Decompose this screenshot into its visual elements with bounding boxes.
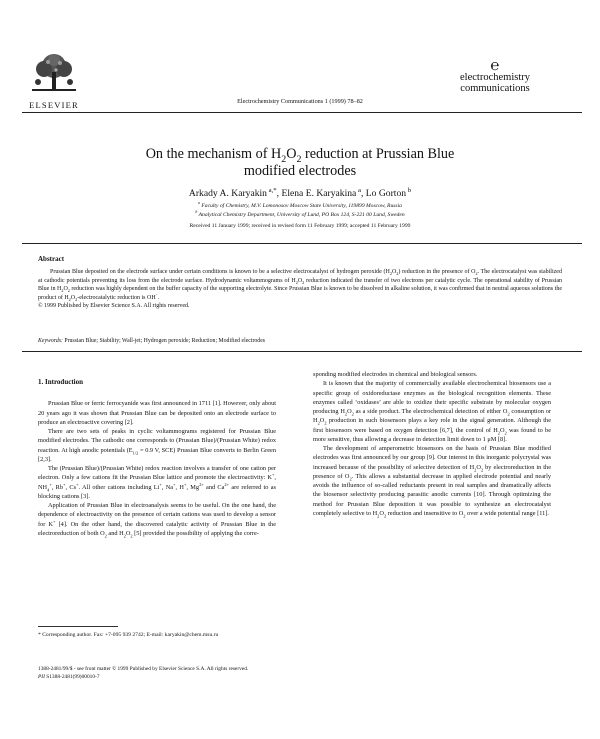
body-text: . This allows a substantial decrease in applied electrode potential and nearly avoids the influence of so-called reductants present in real samples and dramatically affects the biosensor selectivity producing parasitic anodic currents [10]. Through optimizing the method for Prussian Blue deposition it was possible to synthesize an electrocatalyst completely selective to H: [313, 472, 551, 517]
left-column: [38, 378, 276, 538]
author-name: Arkady A. Karyakin: [188, 188, 267, 199]
body-text: over a wide potential range [11].: [465, 509, 549, 517]
title-text: On the mechanism of H: [145, 146, 282, 162]
right-column: [313, 370, 551, 518]
body-text: [5] provided the possibility of applying the corre-: [132, 529, 259, 537]
abstract-text: reduction was highly dependent on the buffer capacity of the supporting electrolyte. Since Prussian Blue is known to be dissolved in alkaline solution, it was confirmed that in neutral aqueous solutions the product of H: [38, 286, 562, 301]
body-text: There are two sets of peaks in cyclic voltammograms registered for Prussian Blue modified electrodes. The cathodic one corresponds to (Prussian Blue)/(Prussian White) redox reaction. At high anodic potentials (E: [38, 428, 276, 454]
abstract-paragraph: [38, 268, 562, 302]
author-name: , Lo Gorton: [361, 188, 407, 199]
body-text: Application of Prussian Blue in electroanalysis seems to be useful. On the one hand, the dependence of electroactivity on the presence of certain cations was used to develop a sensor for K: [38, 502, 276, 528]
journal-citation: Electrochemistry Communications 1 (1999) 78–82: [237, 98, 363, 105]
affiliation-a: [60, 202, 540, 211]
body-sup: +: [63, 481, 66, 487]
footnote-rule: [38, 626, 118, 627]
abstract-sub: 2: [67, 288, 70, 294]
body-sup: +: [49, 481, 52, 487]
affil-mark: b: [195, 209, 198, 214]
body-sub: 2: [497, 429, 500, 435]
body-text: production in such biosensors plays a key role in the signal generation. Although the first biosensors were based on oxygen detection [6,7], the control of H: [313, 417, 551, 434]
body-text: The (Prussian Blue)/(Prussian White) redox reaction involves a transfer of one cation per electron. Only a few cations fit the Prussian Blue lattice and promote the electroactivity: K: [38, 465, 276, 482]
body-text: and H: [106, 529, 124, 537]
issn-block: [38, 665, 358, 682]
affiliations: [60, 202, 540, 219]
abstract-text: -electrocatalytic reduction is OH: [77, 294, 156, 301]
abstract-sub: 2: [302, 279, 305, 285]
body-sub: 4: [47, 486, 50, 492]
publisher-logo: [22, 52, 86, 110]
title-sub: 2: [281, 153, 287, 165]
body-sub: 2: [377, 513, 380, 518]
pii-label: PII: [38, 674, 45, 681]
body-text: = 0.9 V, SCE) Prussian Blue converts to Berlin Green [2,3].: [38, 446, 276, 463]
body-sub: 1/2: [132, 449, 139, 455]
abstract-text: . The electrocatalyst was stabilized at cathodic potentials preventing its loss from the electrode surface. Hydrodynamic voltammograms of H: [38, 269, 562, 284]
author-name: , Elena E. Karyakina: [276, 188, 357, 199]
abstract-sub: 2: [389, 271, 392, 277]
keywords-text: Prussian Blue; Stability; Wall-jet; Hydrogen peroxide; Reduction; Modified electrodes: [62, 338, 266, 344]
body-sub: 2: [474, 466, 477, 472]
issn-line: 1388-2481/99/$ - see front matter © 1999 Published by Elsevier Science S.A. All rights reserved.: [38, 666, 249, 672]
author-affil-mark: b: [406, 186, 412, 194]
abstract-text: O: [297, 277, 303, 284]
abstract-text: O: [391, 269, 397, 275]
body-text: O: [476, 463, 481, 471]
title-text: O: [286, 146, 297, 162]
abstract-text: reduction indicated the transfer of two electrons per catalytic cycle. The operational stability of Prussian Blue in H: [38, 277, 563, 293]
affil-text: Faculty of Chemistry, M.V. Lomonosov Moscow State University, 119899 Moscow, Russia: [199, 203, 402, 209]
title-sub: 2: [296, 153, 302, 165]
abstract-text: O: [63, 286, 68, 293]
body-text: The development of amperometric biosensors on the basis of Prussian Blue modified electrodes was first announced by our group [9]. Our interest in this inorganic polycrystal was increased because of the possibility of selective detection of H: [313, 445, 551, 471]
body-text: reduction and insensitive to O: [386, 509, 464, 517]
abstract-text: O: [70, 294, 76, 301]
abstract-text: ) reduction in the presence of O: [398, 269, 476, 275]
abstract-sub: 2: [475, 271, 478, 277]
abstract-sub: 2: [61, 288, 64, 294]
pii-value: S1388-2481(99)00010-7: [44, 674, 100, 681]
body-paragraph: [313, 379, 551, 444]
brand-line-1: electrochemistry: [460, 72, 530, 83]
author-list: [60, 188, 540, 199]
abstract-text: .: [158, 294, 160, 301]
body-paragraph: sponding modified electrodes in chemical and biological sensors.: [313, 371, 478, 378]
affil-mark: a: [198, 201, 200, 206]
abstract-body: [38, 268, 562, 311]
abstract-sub: 2: [396, 271, 399, 277]
journal-brand: [410, 58, 580, 94]
body-sup: 2+: [224, 481, 230, 487]
brand-line-2: communications: [460, 83, 530, 94]
abstract-sub: 2: [75, 296, 78, 302]
body-paragraph: [38, 464, 276, 501]
affil-text: Analytical Chemistry Department, University of Lund, PO Box 124, S-221 00 Lund, Sweden: [197, 211, 405, 218]
body-text: O: [347, 408, 352, 415]
body-text: . All other cations including Li: [78, 483, 160, 491]
body-text: , Cs: [65, 483, 77, 491]
abstract-copyright: © 1999 Published by Elsevier Science S.A. All rights reserved.: [38, 303, 190, 310]
body-text: O: [125, 529, 131, 537]
body-text: by electroreduction in the presence of O: [313, 463, 551, 480]
body-sub: 2: [383, 513, 387, 518]
body-sup: +: [159, 481, 162, 487]
abstract-top-rule: [22, 243, 582, 244]
body-sub: 2: [130, 533, 133, 538]
keywords: [38, 338, 562, 344]
received-dates: Received 11 January 1999; received in revised form 11 February 1999; accepted 11 February 1999: [189, 223, 411, 229]
body-text: , Na: [161, 483, 174, 491]
body-sup: +: [271, 472, 275, 478]
abstract-text: Prussian Blue deposited on the electrode surface under certain conditions is known to be a selective electrocatalyst of hydrogen peroxide (H: [50, 269, 390, 275]
body-sub: 2: [463, 513, 466, 518]
body-sub: 2: [349, 476, 352, 481]
body-sub: 2: [324, 420, 327, 426]
journal-logo-icon: ℮: [490, 56, 500, 74]
author-affil-mark: a,*: [266, 186, 277, 194]
title-text: reduction at Prussian Blue: [301, 146, 455, 162]
header-rule: [22, 112, 582, 113]
body-sub: 2: [480, 466, 484, 472]
body-sup: 2+: [199, 481, 204, 487]
section-heading: 1. Introduction: [38, 378, 83, 386]
pii-line: [38, 673, 358, 681]
footnote: [38, 631, 278, 639]
body-sub: 2: [123, 533, 126, 538]
elsevier-tree-icon: [26, 52, 82, 94]
body-paragraph: [313, 444, 551, 518]
body-sub: 2: [351, 411, 354, 417]
body-sup: +: [76, 481, 79, 487]
footnote-text: Corresponding author. Fax: +7-095 939 2742; E-mail: karyakin@chem.msu.ru: [42, 632, 219, 638]
abstract-sup: −: [155, 291, 159, 297]
footnote-mark: *: [38, 632, 43, 638]
body-text: [4]. On the other hand, the discovered catalytic activity of Prussian Blue in the electroreduction of both O: [38, 520, 276, 537]
abstract-bottom-rule: [22, 351, 582, 352]
title-text: modified electrodes: [243, 163, 357, 179]
body-text: , H: [175, 483, 184, 491]
body-text: , Mg: [186, 483, 200, 491]
abstract-sub: 2: [68, 296, 71, 302]
body-sup: +: [183, 481, 187, 487]
body-text: O: [319, 417, 325, 425]
body-paragraph: Prussian Blue or ferric ferrocyanide was first announced in 1711 [1]. However, only about 20 years ago it was shown that Prussian Blue can be deposited onto an electrode surface to produce an electroactive covering [2].: [38, 400, 276, 426]
abstract-heading: Abstract: [38, 255, 65, 263]
abstract-sub: 2: [295, 279, 298, 285]
body-text: was found to be more sensitive, thus allowing a decrease in detection limit down to 1 μM [8].: [313, 426, 551, 443]
body-sub: 2: [317, 420, 320, 426]
article-title: [60, 146, 540, 180]
body-sub: 2: [507, 411, 510, 417]
body-text: consumption or H: [313, 408, 551, 425]
body-sup: +: [173, 481, 176, 487]
body-text: , NH: [38, 474, 276, 491]
body-text: O: [379, 509, 384, 517]
keywords-label: Keywords:: [38, 338, 63, 344]
body-text: O: [499, 426, 505, 434]
body-text: as a side product. The electrochemical detection of either O: [353, 408, 508, 415]
affiliation-b: [60, 211, 540, 220]
body-text: are referred to as blocking cations [3].: [38, 483, 276, 500]
body-paragraph: [38, 427, 276, 464]
body-text: , Rb: [51, 483, 64, 491]
body-sub: 2: [344, 411, 348, 417]
author-affil-mark: a: [356, 186, 361, 194]
publisher-name: ELSEVIER: [29, 100, 79, 110]
body-sup: +: [52, 518, 56, 524]
body-sub: 2: [104, 533, 107, 538]
body-paragraph: [38, 501, 276, 538]
body-text: It is known that the majority of commercially available electrochemical biosensors use a specific group of oxidoreductase enzymes as the biological recognition elements. These enzymes called ‘oxidases’ are able to oxidize their specific substrate by molecular oxygen producing H: [313, 380, 551, 415]
body-text: and Ca: [203, 483, 225, 491]
body-sub: 2: [504, 429, 507, 435]
